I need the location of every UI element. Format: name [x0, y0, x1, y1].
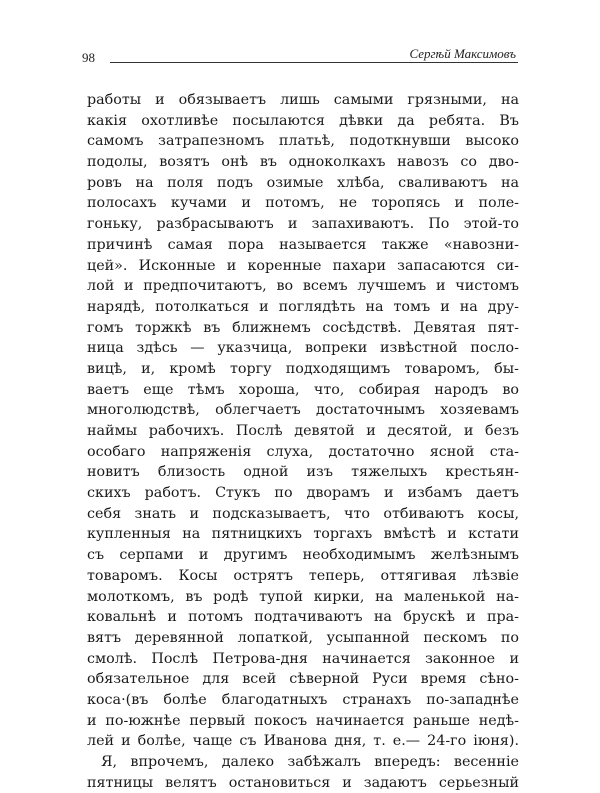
body-text	[87, 90, 519, 793]
text-line: подолы, возятъ онѣ въ одноколкахъ навозъ со дво-	[87, 154, 519, 171]
text-line: лой и предпочитаютъ, во всемъ лучшемъ и чистомъ	[87, 278, 519, 295]
text-line: наймы рабочихъ. Послѣ девятой и десятой, и безъ	[87, 423, 519, 439]
running-head-author: Сергѣй Максимовъ	[403, 46, 516, 62]
text-line: самомъ затрапезномъ платьѣ, подоткнувши высоко	[87, 133, 519, 150]
page-number: 98	[82, 50, 95, 65]
text-line: ница здѣсь — указчица, вопреки извѣстной посло-	[87, 340, 519, 357]
text-line: ровъ на поля подъ озимые хлѣба, сваливаютъ на	[87, 174, 519, 191]
text-line: нарядѣ, потолкаться и поглядѣть на томъ и на дру-	[87, 298, 519, 315]
text-line: лей и болѣе, чаще съ Иванова дня, т. е.— 24-го іюня).	[87, 733, 519, 750]
text-line: гоньку, разбрасываютъ и запахиваютъ. По этой-то	[87, 216, 519, 233]
text-line: съ серпами и другимъ необходимымъ желѣзнымъ	[87, 547, 519, 564]
text-line: купленныя на пятницкихъ торгахъ вмѣстѣ и кстати	[87, 526, 519, 543]
text-line: новитъ близость одной изъ тяжелыхъ крестьян-	[87, 464, 519, 481]
text-line: вицѣ, и, кромѣ торгу подходящимъ товаромъ, бы-	[87, 360, 519, 377]
text-line: причинѣ самая пора называется также «навозни-	[87, 236, 519, 253]
text-line: коса·(въ болѣе благодатныхъ странахъ по-западнѣе	[87, 691, 519, 708]
text-line: какія охотливѣе посылаются дѣвки да ребята. Въ	[87, 112, 519, 129]
running-head	[82, 46, 518, 66]
text-line: многолюдствѣ, облегчаетъ достаточнымъ хозяевамъ	[87, 402, 519, 419]
text-line: смолѣ. Послѣ Петрова-дня начинается законное и	[87, 650, 519, 667]
text-line: скихъ работъ. Стукъ по дворамъ и избамъ даетъ	[87, 485, 519, 502]
text-line: работы и обязываетъ лишь самыми грязными, на	[87, 92, 519, 108]
text-line: обязательное для всей сѣверной Руси время сѣно-	[87, 671, 519, 688]
text-line: и по-южнѣе первый покосъ начинается раньше недѣ-	[87, 712, 519, 729]
text-line: полосахъ кучами и потомъ, не торопясь и поле-	[87, 195, 519, 212]
text-line: ковальнѣ и потомъ подтачиваютъ на брускѣ и пра-	[87, 609, 519, 626]
text-line-paragraph-start: Я, впрочемъ, далеко забѣжалъ впередъ: весенніе	[101, 754, 519, 770]
text-line: молоткомъ, въ родѣ тупой кирки, на маленькой на-	[87, 588, 519, 605]
text-line: товаромъ. Косы острятъ теперь, оттягивая лѣзвіе	[87, 567, 519, 584]
text-line: вятъ деревянной лопаткой, усыпанной пескомъ по	[87, 629, 519, 646]
text-line: особаго напряженія слуха, достаточно ясной ста-	[87, 443, 519, 460]
text-line: себя знать и подсказываетъ, что отбиваютъ косы,	[87, 505, 519, 522]
text-line: пятницы велятъ остановиться и задаютъ серьезный	[87, 774, 519, 791]
text-line: ваетъ еще тѣмъ хороша, что, собирая народъ во	[87, 381, 519, 398]
text-line: гомъ торжкѣ въ ближнемъ сосѣдствѣ. Девятая пят-	[87, 319, 519, 336]
text-line: цей». Исконные и коренные пахари запасаются си-	[87, 257, 519, 274]
header-rule	[110, 62, 518, 63]
